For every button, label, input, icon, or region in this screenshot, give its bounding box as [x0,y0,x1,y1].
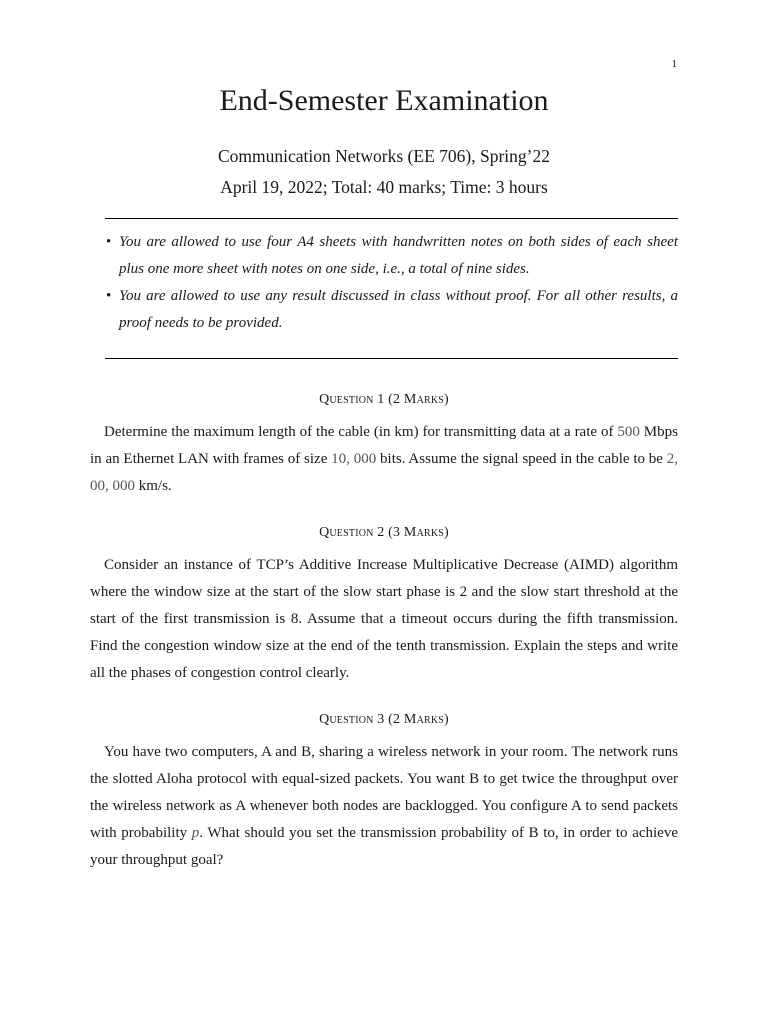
bottom-divider [105,358,678,359]
q3-text: You have two computers, A and B, sharing a wireless network in your room. The network runs the slotted Aloha protocol with equal-sized packets. You want B to get twice the throughput over the wireless network as A whenever both nodes are backlogged. You configure A to send packets with probability [90,744,678,841]
question-2-heading: Question 2 (3 Marks) [319,525,449,540]
question-1-body [90,419,678,500]
page-number: 1 [671,58,677,70]
course-line: Communication Networks (EE 706), Spring’22 [218,146,550,166]
q1-rate-value: 500 [617,424,640,440]
question-3-heading: Question 3 (2 Marks) [319,712,449,727]
question-2-body: Consider an instance of TCP’s Additive Increase Multiplicative Decrease (AIMD) algorithm where the window size at the start of the slow start phase is 2 and the slow start threshold at the start of the first transmission is 8. Assume that a timeout occurs during the fifth transmission. Find the congestion window size at the end of the tenth transmission. Explain the steps and write all the phases of congestion control clearly. [90,557,678,681]
q1-text: bits. Assume the signal speed in the cable to be [376,451,667,467]
instruction-item [105,229,678,283]
top-divider [105,218,678,219]
q1-frame-size-value: 10, 000 [331,451,377,467]
q1-text: Mbps in an Ethernet LAN with frames of size [90,424,678,467]
q3-text: . What should you set the transmission probability of B to, in order to achieve your throughput goal? [90,825,678,868]
q3-probability-symbol: p [191,825,200,841]
exam-details: April 19, 2022; Total: 40 marks; Time: 3 hours [220,177,548,197]
q1-text: Determine the maximum length of the cable (in km) for transmitting data at a rate of [104,424,618,440]
bullet-icon: • [106,234,112,250]
question-3-body [90,739,678,874]
instruction-item [105,283,678,337]
question-1-heading: Question 1 (2 Marks) [319,392,449,407]
exam-title: End-Semester Examination [219,84,549,117]
bullet-icon: • [106,288,112,304]
q1-signal-speed-value: 2, 00, 000 [90,451,678,494]
instruction-text: You are allowed to use any result discussed in class without proof. For all other results, a proof needs to be provided. [119,288,678,331]
instructions-list [105,229,678,337]
instruction-text: You are allowed to use four A4 sheets with handwritten notes on both sides of each sheet plus one more sheet with notes on one side, i.e., a total of nine sides. [119,234,678,277]
q1-text: km/s. [135,478,172,494]
